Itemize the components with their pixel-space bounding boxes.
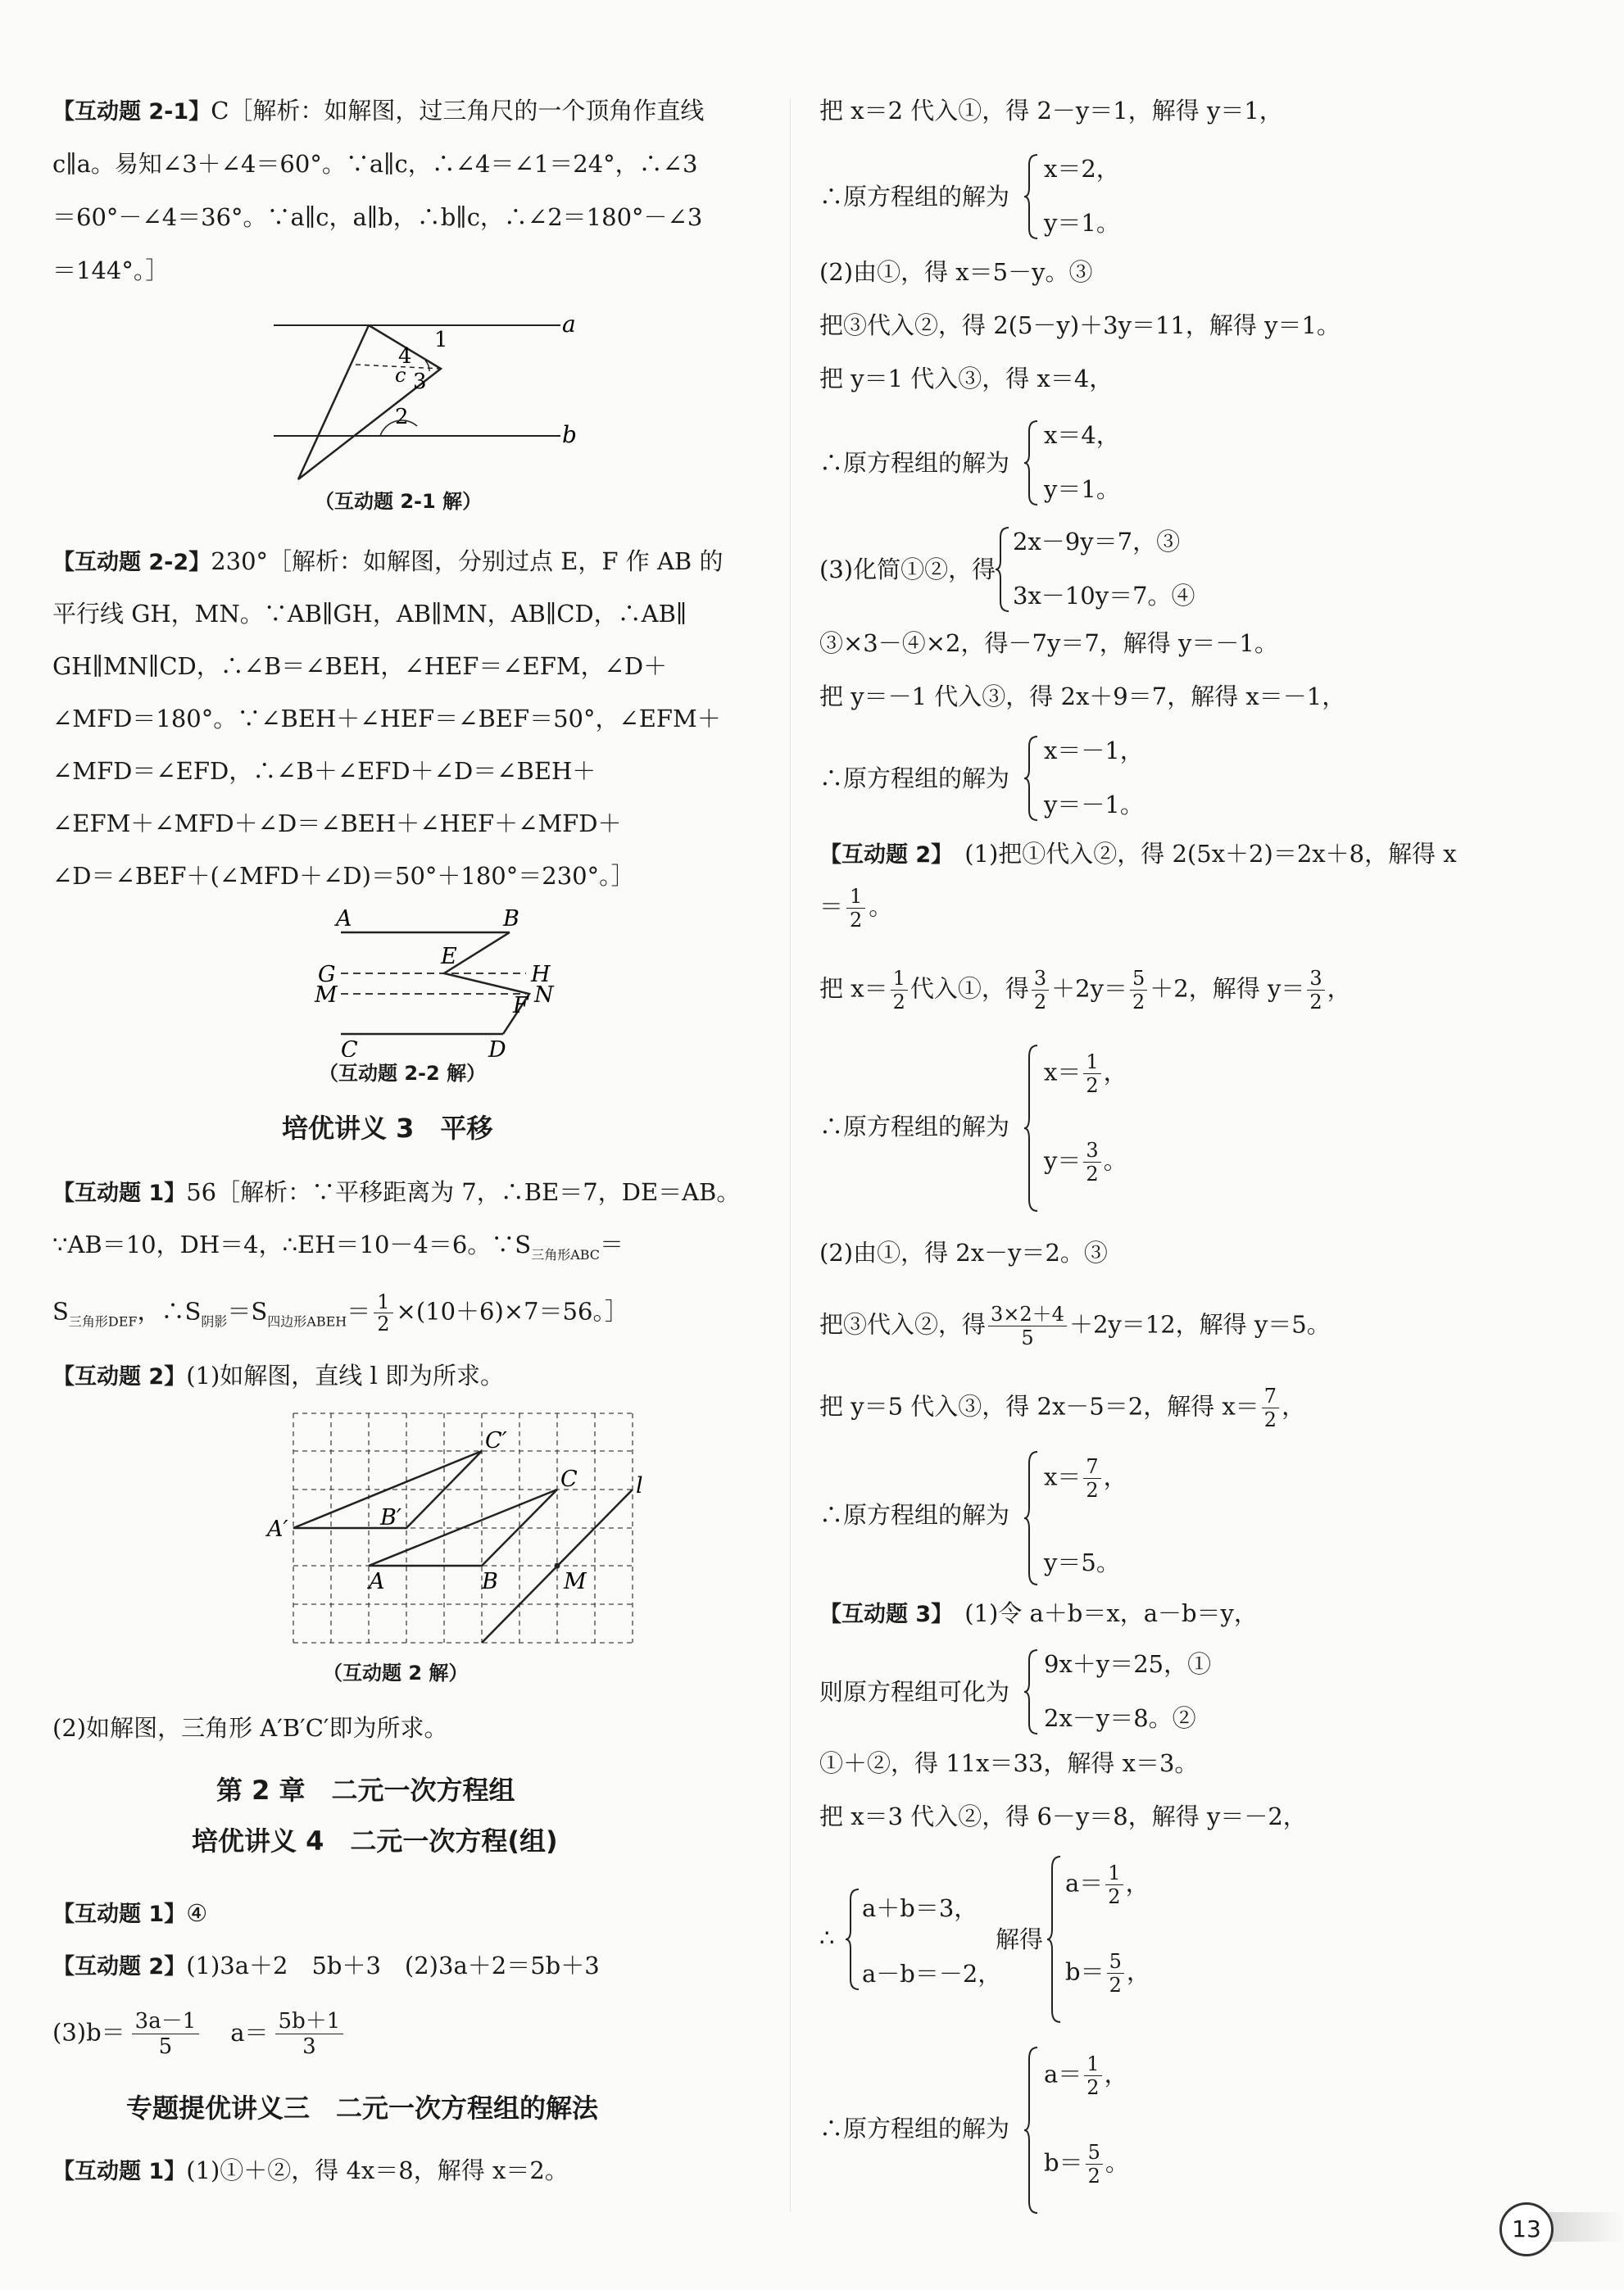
p5-line: (2)如解图，三角形 A′B′C′即为所求。: [52, 1714, 448, 1742]
section-title-lecture4: 培优讲义 4 二元一次方程(组): [192, 1825, 558, 1857]
section-title-translation: 培优讲义 3 平移: [282, 1113, 493, 1144]
system-7: [819, 1647, 1229, 1737]
system-4: [819, 733, 1164, 823]
equation-row: y＝1。: [1044, 475, 1120, 503]
q2-line2: [819, 885, 892, 932]
p6-line: [52, 1899, 207, 1929]
fig2-label-N: N: [534, 982, 554, 1008]
q2-line1: [819, 840, 1457, 869]
fig2-label-M: M: [315, 982, 338, 1008]
grid-label-l: l: [636, 1473, 643, 1499]
lead-text: ∴原方程组的解为: [819, 1113, 1010, 1140]
numerator: 1: [891, 967, 908, 991]
denominator: 5: [1021, 1326, 1034, 1349]
fraction: [1084, 2052, 1101, 2099]
text: ＋2，解得 y＝: [1150, 974, 1305, 1003]
text: ＝: [819, 892, 844, 921]
brace: [1024, 152, 1041, 242]
equation-row: [1044, 1139, 1127, 1186]
fig2-label-F: F: [513, 993, 528, 1018]
p2-line3: GH∥MN∥CD，∴∠B＝∠BEH，∠HEF＝∠EFM，∠D＋: [52, 652, 668, 680]
fraction: [1086, 2141, 1103, 2188]
fraction: [891, 967, 908, 1013]
numerator: 1: [1105, 1861, 1123, 1885]
lead-text: 则原方程组可化为: [819, 1678, 1010, 1706]
denominator: 2: [1033, 991, 1047, 1013]
brace: [1024, 1647, 1041, 1737]
p3-line1: [52, 1178, 740, 1208]
denominator: 2: [1086, 1163, 1099, 1186]
subscript: 四边形ABEH: [267, 1313, 347, 1330]
text: (1)如解图，直线 l 即为所求。: [186, 1362, 504, 1390]
text: (1)3a＋2 5b＋3 (2)3a＋2＝5b＋3: [186, 1952, 600, 1979]
fig1-label-c: c: [395, 364, 406, 387]
system-6: [819, 1449, 1188, 1588]
fig2-label-G: G: [318, 962, 336, 987]
grid-label-Cprime: C′: [485, 1428, 507, 1453]
fig1-label-4: 4: [398, 344, 412, 369]
denominator: 2: [1086, 1074, 1099, 1097]
equation-row: y＝5。: [1044, 1549, 1120, 1576]
equation-row: [1044, 1455, 1127, 1502]
equation-row: y＝1。: [1044, 209, 1120, 237]
denominator: 2: [1309, 991, 1322, 1013]
fig2-label-A: A: [336, 909, 352, 932]
system-9: [819, 2044, 1188, 2216]
subscript: 三角形DEF: [68, 1313, 138, 1330]
brace: [1024, 2044, 1041, 2216]
text: ④: [186, 1899, 208, 1927]
numerator: 5: [1107, 1950, 1124, 1974]
r8-line: (2)由①，得 2x－y＝2。③: [819, 1239, 1108, 1267]
text: 把③代入②，得: [819, 1310, 987, 1339]
fig3-caption: （互动题 2 解）: [323, 1662, 469, 1685]
text: 代入①，得: [910, 974, 1029, 1003]
r5-line: ③×3－④×2，得－7y＝7，解得 y＝－1。: [819, 629, 1278, 657]
text: 把 y＝5 代入③，得 2x－5＝2，解得 x＝: [819, 1392, 1259, 1421]
lead-text: ∴原方程组的解为: [819, 183, 1010, 211]
grid-label-B: B: [482, 1569, 498, 1594]
equation-row: a－b＝－2，: [862, 1960, 1002, 1988]
lead-text: ∴原方程组的解为: [819, 2115, 1010, 2143]
grid-label-A: A: [369, 1569, 385, 1594]
fig2-caption: （互动题 2-2 解）: [319, 1062, 487, 1085]
fig1-label-3: 3: [413, 370, 427, 394]
p3-line3: [52, 1291, 628, 1339]
p9-line: [52, 2156, 569, 2186]
text: x＝: [1044, 1058, 1082, 1086]
equation-row: [1044, 2052, 1128, 2099]
brace: [1024, 418, 1041, 508]
tag: 【互动题 2-1】: [52, 99, 211, 125]
numerator: 3: [1307, 967, 1324, 991]
equation-row: x＝－1，: [1044, 737, 1144, 764]
equation-row: y＝－1。: [1044, 791, 1144, 819]
p2-line7: ∠D＝∠BEF＋(∠MFD＋∠D)＝50°＋180°＝230°。］: [52, 862, 635, 890]
text: a＝: [1044, 2060, 1082, 2088]
system-2: [819, 418, 1147, 508]
text: 解得: [996, 1925, 1044, 1953]
r1-line: 把 x＝2 代入①，得 2－y＝1，解得 y＝1，: [819, 97, 1283, 125]
subscript: 阴影: [201, 1313, 228, 1330]
page-tab-decoration: [1549, 2212, 1624, 2242]
fraction: [1083, 1455, 1100, 1502]
r2-line: (2)由①，得 x＝5－y。③: [819, 258, 1093, 286]
p4-line1: [52, 1362, 504, 1391]
lead-text: (3)化简①②，得: [819, 555, 996, 583]
fraction: [988, 1303, 1067, 1349]
p2-line4: ∠MFD＝180°。∵∠BEH＋∠HEF＝∠BEF＝50°，∠EFM＋: [52, 705, 721, 732]
fraction: [1262, 1385, 1279, 1431]
text: a＝: [230, 2018, 269, 2047]
text: ，: [1327, 974, 1351, 1003]
equation-row: 2x－y＝8。②: [1044, 1704, 1196, 1732]
r3-line: 把③代入②，得 2(5－y)＋3y＝11，解得 y＝1。: [819, 311, 1340, 339]
fraction: [132, 2009, 200, 2059]
page-number: 13: [1499, 2202, 1554, 2256]
text: ，: [1126, 1957, 1150, 1986]
p1-line2: c∥a。易知∠3＋∠4＝60°。∵a∥c，∴∠4＝∠1＝24°，∴∠3: [52, 150, 698, 178]
fraction: [1107, 1950, 1124, 1997]
numerator: 1: [846, 885, 865, 909]
text: ，: [1125, 1869, 1150, 1898]
denominator: 2: [1132, 991, 1145, 1013]
system-1: [819, 152, 1147, 242]
subscript: 三角形ABC: [531, 1247, 601, 1263]
p3-line2: [52, 1231, 624, 1269]
fraction: [846, 885, 865, 932]
numerator: 1: [1084, 2052, 1101, 2076]
text: C［解析：如解图，过三角尺的一个顶角作直线: [211, 97, 705, 125]
fig1-label-1: 1: [434, 328, 448, 352]
equation-row: x＝2，: [1044, 155, 1120, 183]
text: ∵AB＝10，DH＝4，∴EH＝10－4＝6。∵S: [52, 1231, 532, 1258]
numerator: 5b＋1: [275, 2009, 344, 2034]
r11-line: ①＋②，得 11x＝33，解得 x＝3。: [819, 1749, 1199, 1777]
text: 。: [869, 892, 893, 921]
fig1-caption: （互动题 2-1 解）: [315, 490, 483, 513]
brace: [1047, 1853, 1064, 2025]
text: ＝: [347, 1297, 371, 1326]
fraction: [1307, 967, 1324, 1013]
section-title-solving: 专题提优讲义三 二元一次方程组的解法: [126, 2093, 599, 2124]
denominator: 2: [1086, 1479, 1099, 1502]
chapter-title: 第 2 章 二元一次方程组: [216, 1775, 515, 1806]
fig2-label-H: H: [531, 962, 551, 987]
numerator: 3: [1032, 967, 1049, 991]
numerator: 3×2＋4: [988, 1303, 1067, 1326]
numerator: 3a－1: [132, 2009, 200, 2034]
system-5: [819, 1042, 1188, 1214]
fig2-label-E: E: [441, 944, 457, 969]
p8-line: [52, 2009, 350, 2059]
text: ，: [1282, 1392, 1306, 1421]
text: S: [52, 1297, 69, 1326]
figure-2-1: [257, 307, 601, 487]
denominator: 2: [850, 909, 863, 932]
grid-label-C: C: [560, 1467, 578, 1492]
equation-row: x＝4，: [1044, 421, 1120, 449]
text: y＝: [1044, 1146, 1082, 1175]
text: ，: [1103, 1462, 1127, 1491]
numerator: 7: [1083, 1455, 1100, 1479]
fraction: [1083, 1139, 1100, 1186]
lead-text: ∴原方程组的解为: [819, 449, 1010, 477]
text: (1)令 a＋b＝x，a－b＝y，: [964, 1599, 1258, 1627]
grid-label-Aprime: A′: [267, 1517, 288, 1542]
text: 。: [1105, 2148, 1129, 2177]
equation-row: [1065, 1950, 1150, 1997]
fraction: [1105, 1861, 1123, 1908]
r7-line: [819, 967, 1351, 1013]
brace: [1024, 1449, 1041, 1588]
numerator: 5: [1086, 2141, 1103, 2165]
fig2-label-B: B: [503, 909, 519, 932]
denominator: 2: [1109, 1974, 1122, 1997]
text: ，: [1104, 2060, 1128, 2088]
brace: [1024, 1042, 1041, 1214]
tag: 【互动题 2-2】: [52, 550, 211, 575]
denominator: 2: [1108, 1885, 1121, 1908]
text: (3)b＝: [52, 2018, 125, 2047]
fig1-label-2: 2: [395, 405, 409, 429]
text: 56［解析：∵平移距离为 7，∴BE＝7，DE＝AB。: [186, 1178, 741, 1206]
denominator: 2: [377, 1313, 390, 1335]
text: b＝: [1044, 2148, 1083, 2177]
fig2-label-D: D: [488, 1037, 506, 1057]
text: x＝: [1044, 1462, 1082, 1491]
column-separator: [790, 98, 791, 2212]
text: ＋2y＝12，解得 y＝5。: [1068, 1310, 1331, 1339]
r4-line: 把 y＝1 代入③，得 x＝4，: [819, 365, 1114, 392]
text: b＝: [1065, 1957, 1105, 1986]
grid-label-Bprime: B′: [380, 1505, 401, 1530]
text: a＝: [1065, 1869, 1104, 1898]
brace: [1024, 733, 1041, 823]
tag: 【互动题 1】: [52, 2159, 187, 2184]
grid-label-M: M: [564, 1569, 587, 1594]
denominator: 2: [892, 991, 905, 1013]
numerator: 3: [1083, 1139, 1100, 1163]
text: 。: [1103, 1146, 1127, 1175]
numerator: 5: [1130, 967, 1147, 991]
brace: [996, 524, 1012, 614]
equation-row: [1065, 1861, 1150, 1908]
text: ＝S: [227, 1297, 268, 1326]
numerator: 1: [374, 1291, 392, 1313]
system-8: [819, 1853, 1245, 2025]
numerator: 7: [1262, 1385, 1279, 1408]
fraction: [275, 2009, 344, 2059]
text: (1)把①代入②，得 2(5x＋2)＝2x＋8，解得 x: [964, 840, 1457, 868]
p2-line6: ∠EFM＋∠MFD＋∠D＝∠BEH＋∠HEF＋∠MFD＋: [52, 809, 622, 837]
numerator: 1: [1083, 1050, 1100, 1074]
figure-grid: [216, 1405, 659, 1659]
equation-row: [1044, 2141, 1129, 2188]
denominator: 5: [158, 2034, 173, 2059]
fig1-label-b: b: [562, 421, 577, 448]
p2-line5: ∠MFD＝∠EFD，∴∠B＋∠EFD＋∠D＝∠BEH＋: [52, 757, 597, 785]
text: ×(10＋6)×7＝56。］: [396, 1297, 628, 1326]
fraction: [1083, 1050, 1100, 1097]
denominator: 2: [1087, 2165, 1100, 2188]
text: 把 x＝: [819, 974, 888, 1003]
system-3: [819, 524, 1229, 614]
tag: 【互动题 2】: [52, 1364, 187, 1390]
denominator: 2: [1263, 1408, 1277, 1431]
p1-line1: [52, 97, 704, 126]
tag: 【互动题 1】: [52, 1181, 187, 1206]
p2-line2: 平行线 GH，MN。∵AB∥GH，AB∥MN，AB∥CD，∴AB∥: [52, 600, 687, 628]
text: 230°［解析：如解图，分别过点 E，F 作 AB 的: [211, 547, 724, 575]
fig2-label-C: C: [341, 1037, 358, 1057]
r12-line: 把 x＝3 代入②，得 6－y＝8，解得 y＝－2，: [819, 1803, 1307, 1830]
brace: [846, 1886, 862, 1993]
fraction: [1032, 967, 1049, 1013]
equation-row: 3x－10y＝7。④: [1013, 582, 1195, 610]
p7-line: [52, 1952, 600, 1981]
denominator: 2: [1086, 2076, 1100, 2099]
tag: 【互动题 3】: [819, 1602, 954, 1627]
denominator: 3: [302, 2034, 316, 2059]
r10-line: [819, 1385, 1305, 1431]
p1-line3: ＝60°－∠4＝36°。∵a∥c，a∥b，∴b∥c，∴∠2＝180°－∠3: [52, 203, 703, 231]
lead-text: ∴原方程组的解为: [819, 1501, 1010, 1529]
fraction: [374, 1291, 392, 1335]
figure-2-2: [298, 909, 569, 1057]
r9-line: [819, 1303, 1331, 1349]
text: ，: [1103, 1058, 1127, 1086]
text: ＋2y＝: [1051, 974, 1127, 1003]
lead-text: ∴: [819, 1924, 835, 1952]
equation-row: [1044, 1050, 1127, 1097]
fraction: [1130, 967, 1147, 1013]
text: ，∴S: [137, 1297, 202, 1326]
lead-text: ∴原方程组的解为: [819, 764, 1010, 792]
tag: 【互动题 1】: [52, 1902, 187, 1927]
fig1-label-a: a: [562, 311, 576, 338]
text: ＝: [600, 1231, 624, 1258]
p1-line4: ＝144°。］: [52, 256, 170, 284]
equation-row: 2x－9y＝7，③: [1013, 528, 1181, 555]
text: (1)①＋②，得 4x＝8，解得 x＝2。: [186, 2156, 569, 2184]
tag: 【互动题 2】: [52, 1954, 187, 1979]
r6-line: 把 y＝－1 代入③，得 2x＋9＝7，解得 x＝－1，: [819, 682, 1346, 710]
equation-row: 9x＋y＝25，①: [1044, 1650, 1212, 1678]
p2-line1: [52, 547, 723, 577]
equation-row: a＋b＝3，: [862, 1894, 978, 1922]
tag: 【互动题 2】: [819, 842, 954, 868]
q3-line1: [819, 1599, 1258, 1629]
